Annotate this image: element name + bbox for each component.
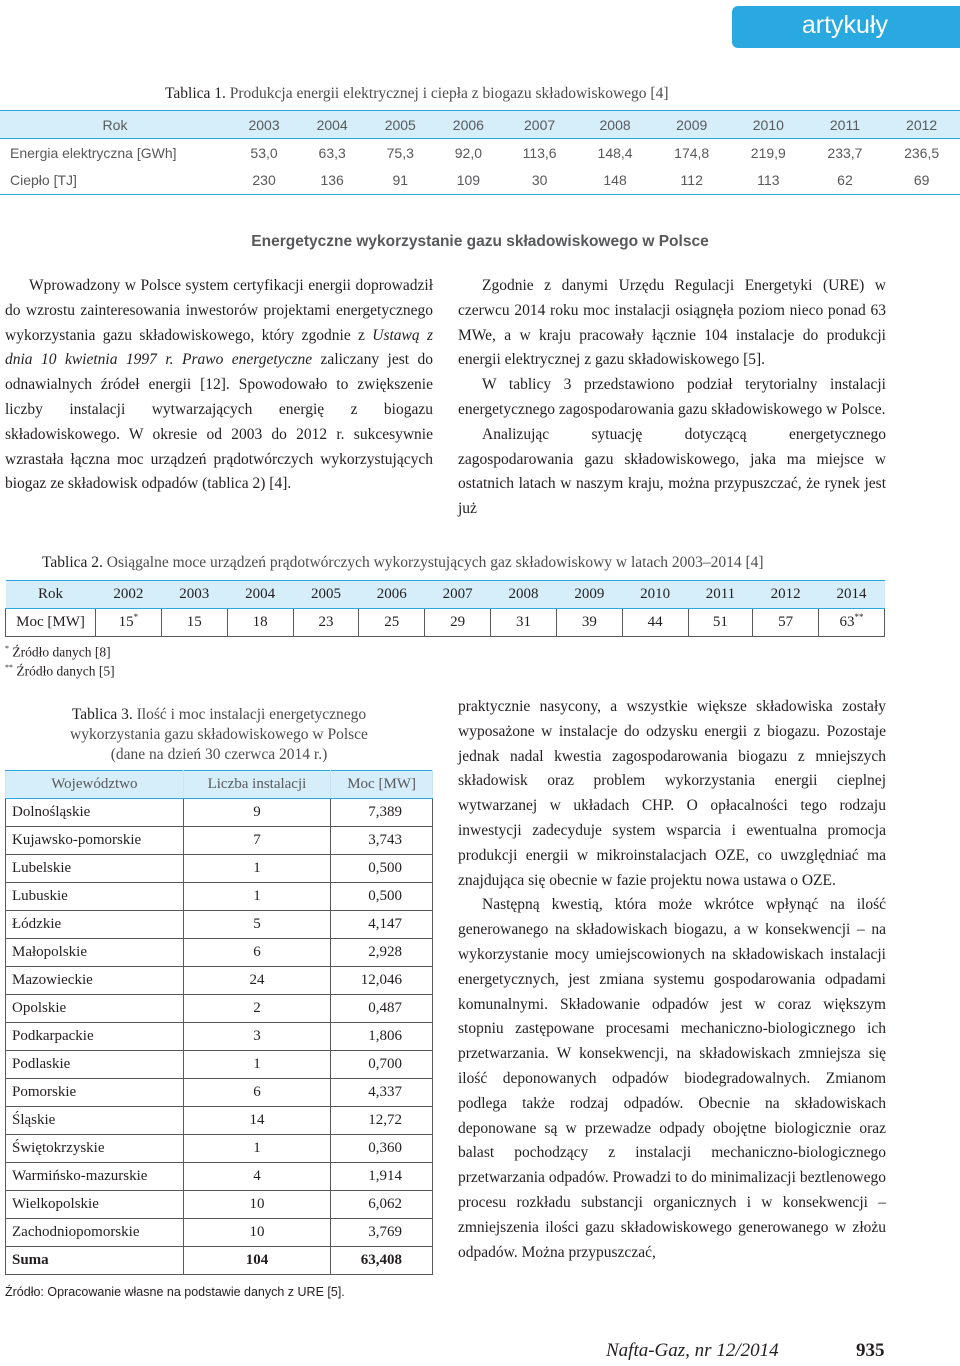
table1-header-cell: 2006	[434, 111, 502, 139]
table3-row	[6, 911, 433, 939]
body-paragraph: Zgodnie z danymi Urzędu Regulacji Energetyki (URE) w czerwcu 2014 roku moc instalacji osiągnęła poziom nieco ponad 63 MWe, a w kraju pracowały łącznie 104 instalacje do produkcji energii elektrycznej z gazu składowiskowego [5].	[458, 277, 886, 369]
table1-cell: Ciepło [TJ]	[0, 167, 230, 195]
table3-cell: 104	[183, 1247, 330, 1275]
table1-cell: 69	[883, 167, 960, 195]
table3-cell: Łódzkie	[6, 911, 184, 939]
table3-cell: 1	[183, 1051, 330, 1079]
table2-header-cell: 2010	[622, 581, 688, 609]
table2-header-cell: 2012	[753, 581, 819, 609]
table2-header-cell: 2005	[293, 581, 359, 609]
table1-header-cell: 2009	[653, 111, 730, 139]
table2-header-cell: 2009	[556, 581, 622, 609]
section-tag-label: artykuły	[801, 11, 888, 39]
cell-value: 15	[118, 614, 134, 630]
table1-caption	[165, 84, 669, 104]
footnote-text: Źródło danych [5]	[16, 663, 115, 679]
text-run-italic: Ustawą z dnia 10 kwietnia 1997 r. Prawo energetyczne	[5, 326, 434, 369]
table3-label: Tablica 3.	[71, 706, 133, 723]
table3-cell: 10	[183, 1191, 330, 1219]
table3-cell: 1	[183, 1135, 330, 1163]
table3-sum-row	[6, 1247, 433, 1275]
body-paragraph: W tablicy 3 przedstawiono podział terytorialny instalacji energetycznego zagospodarowania gazu składowiskowego w Polsce.	[458, 376, 886, 418]
table2-header-cell: 2003	[161, 581, 227, 609]
table1-cell: 112	[653, 167, 730, 195]
table3-row	[6, 1219, 433, 1247]
table3-cell: 0,487	[331, 995, 433, 1023]
table1-cell: 91	[366, 167, 434, 195]
table2-cell: 44	[622, 609, 688, 637]
table1-cell: 148,4	[597, 144, 633, 161]
table2-footnote	[5, 659, 115, 681]
table1-title: Produkcja energii elektrycznej i ciepła z biogazu składowiskowego [4]	[229, 85, 669, 102]
table3-cell: 0,500	[331, 855, 433, 883]
table1-header-cell: 2004	[298, 111, 366, 139]
table3-caption-line	[5, 705, 433, 725]
table2-header-cell: 2008	[491, 581, 557, 609]
table3-row	[6, 967, 433, 995]
table3-cell: 0,500	[331, 883, 433, 911]
table3-cell: 0,360	[331, 1135, 433, 1163]
table3-source: Źródło: Opracowanie własne na podstawie danych z URE [5].	[5, 1285, 345, 1299]
table3-cell: 7	[183, 827, 330, 855]
table2-cell: 51	[688, 609, 753, 637]
table1-header-cell: 2011	[807, 111, 884, 139]
table3-cell: 24	[183, 967, 330, 995]
table3-cell: 6	[183, 939, 330, 967]
table2-cell: 25	[359, 609, 425, 637]
table3-caption-line: (dane na dzień 30 czerwca 2014 r.)	[110, 746, 328, 763]
body-column-right-lower	[458, 695, 886, 1265]
table3-cell: 14	[183, 1107, 330, 1135]
table3-cell: Opolskie	[6, 995, 184, 1023]
table2-title: Osiągalne moce urządzeń prądotwórczych wykorzystujących gaz składowiskowy w latach 2003–2014 [4]	[106, 554, 764, 571]
table3-row	[6, 939, 433, 967]
body-column-right	[458, 274, 886, 522]
table3-row	[6, 1023, 433, 1051]
table1-header-row	[0, 111, 960, 139]
table3-cell: 4	[183, 1163, 330, 1191]
footnote-mark: **	[5, 663, 13, 672]
table2-cell: 39	[556, 609, 622, 637]
table3-row	[6, 1107, 433, 1135]
table3-cell: 12,72	[331, 1107, 433, 1135]
table3-header-row	[6, 771, 433, 799]
table3-row	[6, 1191, 433, 1219]
table2-header-cell: 2007	[425, 581, 491, 609]
table1-cell: 230	[230, 167, 298, 195]
body-column-left	[5, 274, 433, 497]
table1-cell: 62	[807, 167, 884, 195]
section-tag	[732, 6, 960, 48]
table3-cell: Świętokrzyskie	[6, 1135, 184, 1163]
page-number: 935	[856, 1340, 885, 1361]
table1-cell: 113	[730, 167, 807, 195]
table3-cell: Mazowieckie	[6, 967, 184, 995]
table3-cell: Kujawsko-pomorskie	[6, 827, 184, 855]
table3-cell: 1	[183, 883, 330, 911]
table3-cell: 0,700	[331, 1051, 433, 1079]
table3-cell: 12,046	[331, 967, 433, 995]
table2-cell	[819, 609, 885, 637]
table3-cell: 2,928	[331, 939, 433, 967]
table1-cell: 174,8	[674, 144, 710, 161]
table3-cell: Małopolskie	[6, 939, 184, 967]
table3-caption-line: wykorzystania gazu składowiskowego w Polsce	[70, 726, 368, 743]
footnote-mark: *	[5, 644, 9, 653]
table3-cell: 3,743	[331, 827, 433, 855]
table1-cell: 148	[577, 167, 654, 195]
table3-caption	[5, 705, 433, 765]
cell-value: 63	[839, 614, 855, 630]
table1-header-cell: 2005	[366, 111, 434, 139]
table3-cell: 1,914	[331, 1163, 433, 1191]
text-run: zaliczany jest do odnawialnych źródeł energii [12]. Spowodowało to zwiększenie liczby instalacji wytwarzających energię z biogazu składowiskowego. W okresie od 2003 do 2012 r. sukcesywnie wzrastała łączna moc urządzeń prądotwórczych wykorzystujących biogaz ze składowisk odpadów (tablica 2) [4].	[5, 351, 433, 493]
table1-header-cell: 2007	[502, 111, 576, 139]
table3-header-cell: Moc [MW]	[331, 771, 433, 799]
table2	[5, 580, 885, 637]
table1-cell: 30	[502, 167, 576, 195]
table2-header-cell: Rok	[6, 581, 96, 609]
table1-cell: 136	[298, 167, 366, 195]
table3-row	[6, 1163, 433, 1191]
table2-header-cell: 2006	[359, 581, 425, 609]
table3-cell: Dolnośląskie	[6, 799, 184, 827]
table1	[0, 110, 960, 195]
table3-cell: Podlaskie	[6, 1051, 184, 1079]
journal-footer: Nafta-Gaz, nr 12/2014	[606, 1340, 779, 1361]
table2-row	[6, 609, 885, 637]
table2-cell: 23	[293, 609, 359, 637]
table3-cell: 6,062	[331, 1191, 433, 1219]
table1-cell: Energia elektryczna [GWh]	[10, 144, 177, 161]
table2-cell: 29	[425, 609, 491, 637]
table2-cell: 57	[753, 609, 819, 637]
table2-header-cell: 2014	[819, 581, 885, 609]
table3-cell: Śląskie	[6, 1107, 184, 1135]
table1-cell: 53,0	[250, 144, 278, 161]
table2-header-cell: 2002	[96, 581, 162, 609]
table1-header-cell: 2003	[230, 111, 298, 139]
table3-cell: 1,806	[331, 1023, 433, 1051]
table3-cell: 63,408	[331, 1247, 433, 1275]
table1-header-cell: Rok	[0, 111, 230, 139]
table3-cell: 7,389	[331, 799, 433, 827]
table3-body	[6, 799, 433, 1247]
table3-header-cell: Województwo	[6, 771, 184, 799]
table1-header-cell: 2012	[883, 111, 960, 139]
table3-cell: 1	[183, 855, 330, 883]
table3-title: Ilość i moc instalacji energetycznego	[136, 706, 367, 723]
footnote-mark: *	[133, 612, 139, 622]
table3-row	[6, 995, 433, 1023]
table3	[5, 770, 433, 1275]
table3-cell: 2	[183, 995, 330, 1023]
table3-cell: Pomorskie	[6, 1079, 184, 1107]
table3-cell: 9	[183, 799, 330, 827]
table3-cell: Warmińsko-mazurskie	[6, 1163, 184, 1191]
table2-cell: 18	[227, 609, 293, 637]
table3-cell: Lubelskie	[6, 855, 184, 883]
table3-cell: Podkarpackie	[6, 1023, 184, 1051]
table3-cell: Suma	[6, 1247, 184, 1275]
table1-cell: 219,9	[750, 144, 786, 161]
table2-cell: 31	[491, 609, 557, 637]
body-paragraph: praktycznie nasycony, a wszystkie większe składowiska zostały wyposażone w instalacje do odzysku energii z biogazu. Pozostaje jednak nadal kwestia zagospodarowania biogazu z mniejszych składowisk oraz problem wykorzystania energii cieplnej wytwarzanej w układach CHP. O opłacalności tego rodzaju inwestycji zadecyduje system wsparcia i ewentualna promocja produkcji energii w mikroinstalacjach OZE, co uwzględniać ma znajdująca się obecnie w fazie projektu nowa ustawa o OZE.	[458, 698, 886, 889]
table1-cell: 109	[434, 167, 502, 195]
table3-cell: 10	[183, 1219, 330, 1247]
table1-cell: 92,0	[454, 144, 482, 161]
table3-row	[6, 1079, 433, 1107]
table3-header-cell: Liczba instalacji	[183, 771, 330, 799]
table3-cell: 4,147	[331, 911, 433, 939]
table3-cell: 4,337	[331, 1079, 433, 1107]
table1-cell: 236,5	[904, 144, 940, 161]
table3-cell: 3,769	[331, 1219, 433, 1247]
table3-row	[6, 855, 433, 883]
table1-cell: 113,6	[522, 144, 557, 161]
table3-row	[6, 1051, 433, 1079]
table2-caption	[42, 553, 764, 573]
table3-row	[6, 827, 433, 855]
table3-cell: Wielkopolskie	[6, 1191, 184, 1219]
table1-header-cell: 2008	[577, 111, 654, 139]
table3-cell: 3	[183, 1023, 330, 1051]
table1-row	[0, 139, 960, 167]
table2-row-label: Moc [MW]	[6, 609, 96, 637]
body-paragraph: Analizując sytuację dotyczącą energetycznego zagospodarowania gazu składowiskowego, jaka ma miejsce w ostatnich latach w naszym kraju, można przypuszczać, że rynek jest już	[458, 425, 886, 518]
body-paragraph	[5, 274, 433, 497]
table2-header-cell: 2004	[227, 581, 293, 609]
text-run: Wprowadzony w Polsce system certyfikacji energii doprowadził do wzrostu zainteresowania inwestorów projektami energetycznego wykorzystania gazu składowiskowego, który zgodnie z	[5, 277, 433, 344]
table2-cell: 15	[161, 609, 227, 637]
table1-row	[0, 167, 960, 195]
table1-cell: 233,7	[827, 144, 863, 161]
table3-cell: Zachodniopomorskie	[6, 1219, 184, 1247]
table1-cell: 63,3	[318, 144, 346, 161]
table3-row	[6, 1135, 433, 1163]
table2-header-row	[6, 581, 885, 609]
table2-label: Tablica 2.	[42, 554, 103, 571]
table1-label: Tablica 1.	[165, 85, 226, 102]
table2-header-cell: 2011	[688, 581, 753, 609]
table1-cell: 75,3	[386, 144, 414, 161]
body-paragraph: Następną kwestią, która może wkrótce wpłynąć na ilość generowanego na składowiskach biogazu, a w konsekwencji – na wykorzystanie mocy umiejscowionych na składowiskach instalacji energetycznych, jest zmiana systemu gospodarowania odpadami komunalnymi. Składowanie odpadów jest w coraz większym stopniu zastępowane procesami mechaniczno-biologicznego ich przetwarzania. W konsekwencji, na składowiskach zmniejsza się ilość deponowanych odpadów biodegradowalnych. Zmianom podlega także rodzaj odpadów. Obecnie na składowiskach deponowane są w przewadze odpady obojętne biologicznie oraz balast pochodzący z instalacji mechaniczno-biologicznego przetwarzania odpadów. Prowadzi to do minimalizacji beztlenowego procesu rozkładu substancji organicznych i w konsekwencji – zmniejszenia ilości gazu składowiskowego generowanego w złożu odpadów. Można przypuszczać,	[458, 896, 886, 1261]
table3-cell: 5	[183, 911, 330, 939]
footnote-text: Źródło danych [8]	[12, 644, 111, 660]
table3-row	[6, 883, 433, 911]
table3-cell: 6	[183, 1079, 330, 1107]
section-heading: Energetyczne wykorzystanie gazu składowiskowego w Polsce	[251, 233, 709, 250]
footnote-mark: **	[854, 612, 864, 622]
table1-header-cell: 2010	[730, 111, 807, 139]
table3-cell: Lubuskie	[6, 883, 184, 911]
table3-row	[6, 799, 433, 827]
table2-cell	[96, 609, 162, 637]
